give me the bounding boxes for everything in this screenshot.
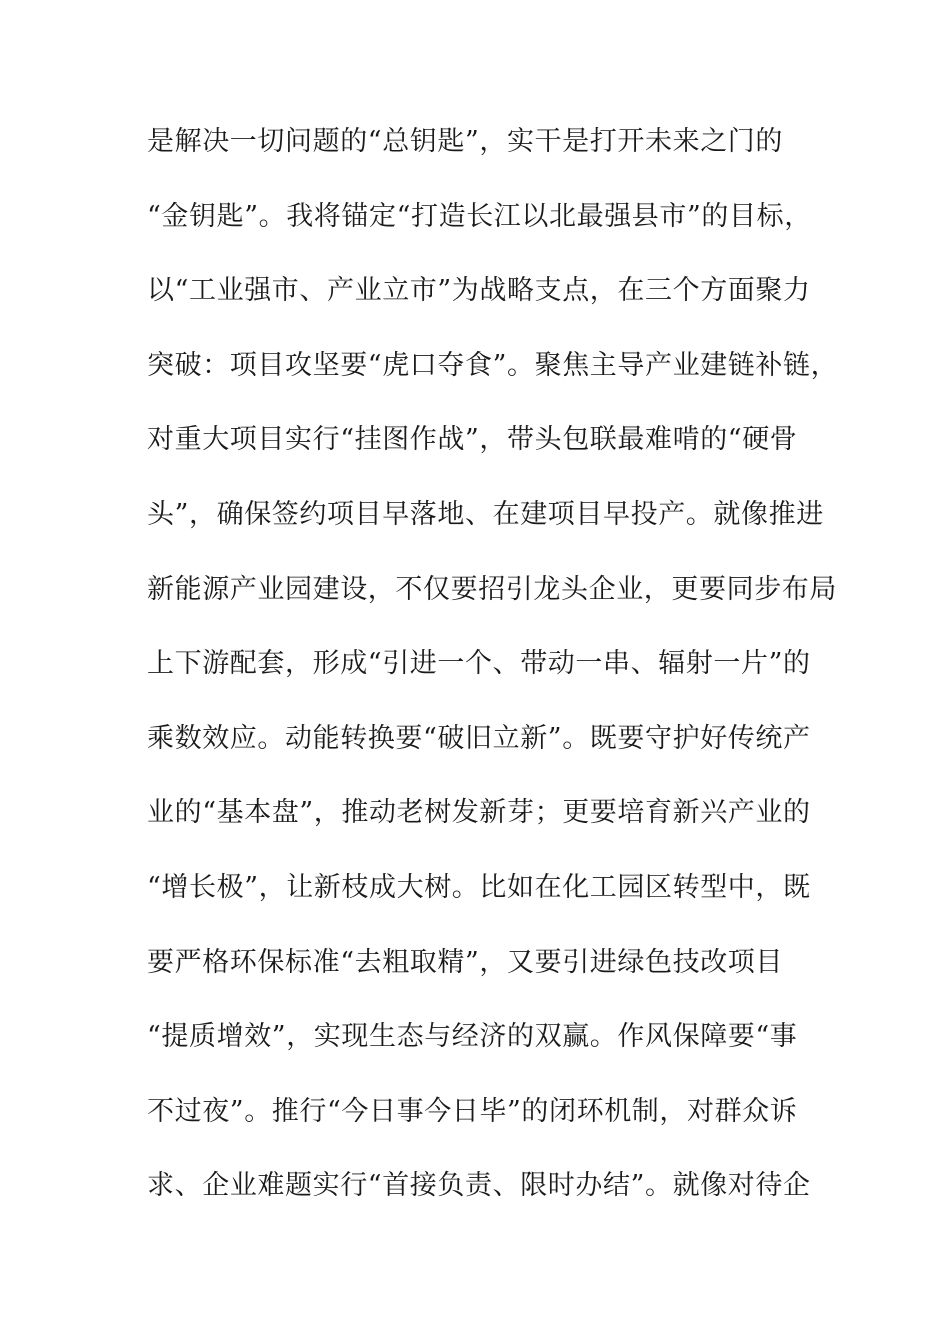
text-line: “提质增效”，实现生态与经济的双赢。作风保障要“事 (147, 1021, 798, 1053)
text-line: 求、企业难题实行“首接负责、限时办结”。就像对待企 (147, 1170, 811, 1202)
text-line: 乘数效应。动能转换要“破旧立新”。既要守护好传统产 (147, 722, 811, 754)
text-line: 新能源产业园建设，不仅要招引龙头企业，更要同步布局 (147, 573, 837, 605)
body-text (147, 120, 839, 1239)
text-line: “金钥匙”。我将锚定“打造长江以北最强县市”的目标， (147, 200, 812, 232)
text-line: “增长极”，让新枝成大树。比如在化工园区转型中，既 (147, 871, 811, 903)
text-line: 要严格环保标准“去粗取精”，又要引进绿色技改项目 (147, 946, 784, 978)
text-line: 以“工业强市、产业立市”为战略支点，在三个方面聚力 (147, 275, 811, 307)
text-line: 头”，确保签约项目早落地、在建项目早投产。就像推进 (147, 498, 824, 530)
text-line: 是解决一切问题的“总钥匙”，实干是打开未来之门的 (147, 126, 784, 157)
text-line: 不过夜”。推行“今日事今日毕”的闭环机制，对群众诉 (147, 1095, 798, 1127)
text-line: 上下游配套，形成“引进一个、带动一串、辐射一片”的 (147, 648, 811, 680)
text-line: 对重大项目实行“挂图作战”，带头包联最难啃的“硬骨 (147, 424, 798, 456)
text-line: 突破：项目攻坚要“虎口夺食”。聚焦主导产业建链补链， (147, 349, 839, 381)
text-line: 业的“基本盘”，推动老树发新芽；更要培育新兴产业的 (147, 797, 811, 829)
